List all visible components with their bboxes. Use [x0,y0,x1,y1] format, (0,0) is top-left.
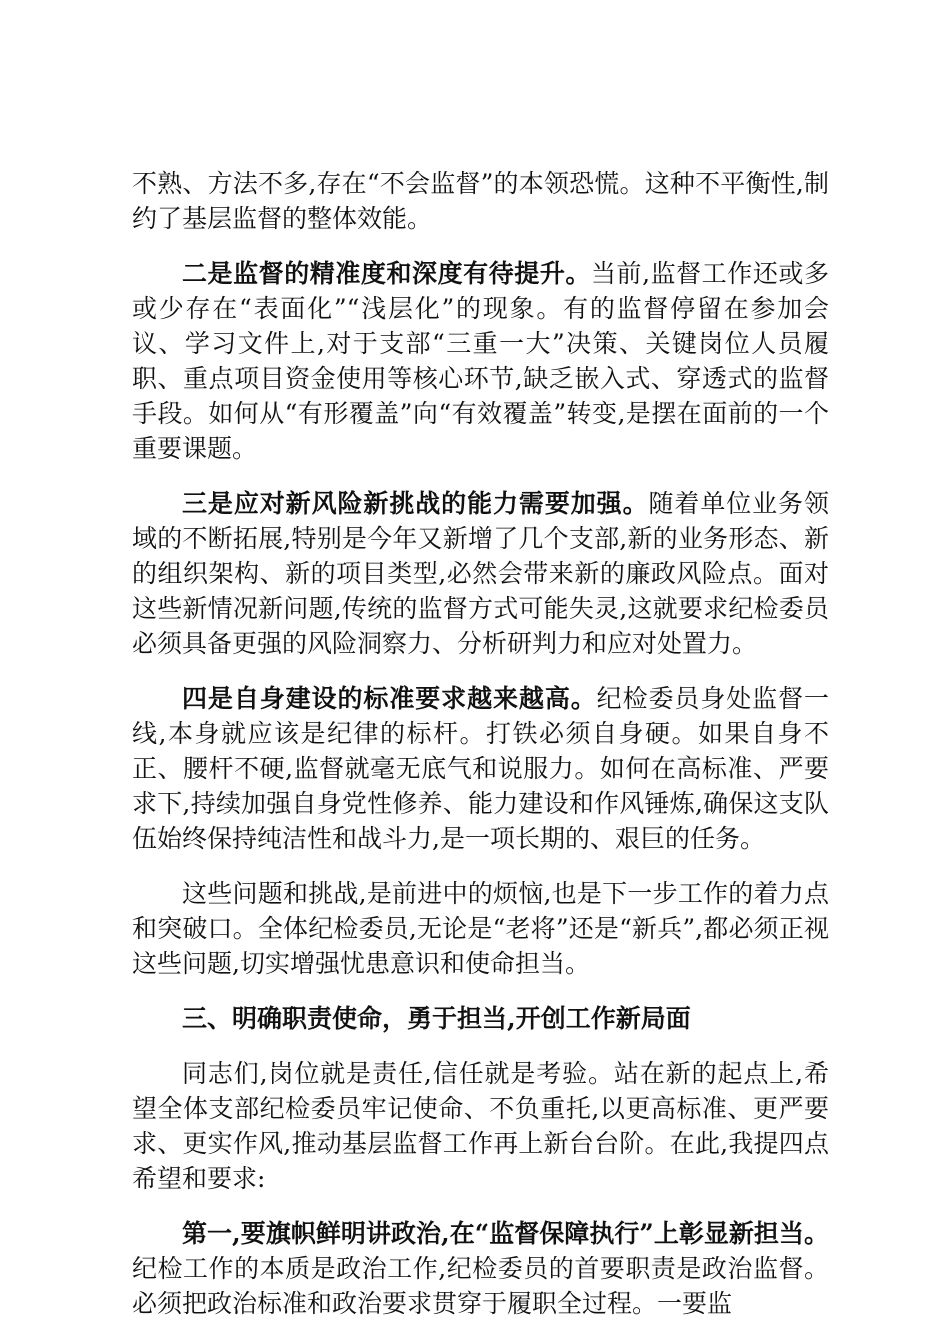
paragraph-text: 不熟、方法不多,存在“不会监督”的本领恐慌。这种不平衡性,制约了基层监督的整体效能。 [132,169,829,233]
paragraph-text: 随着单位业务领域的不断拓展,特别是今年又新增了几个支部,新的业务形态、新的组织架构、新的项目类型,必然会带来新的廉政风险点。面对这些新情况新问题,传统的监督方式可能失灵,这就要求纪检委员必须具备更强的风险洞察力、分析研判力和应对处置力。 [132,489,829,658]
paragraph-text: 纪检工作的本质是政治工作,纪检委员的首要职责是政治监督。必须把政治标准和政治要求贯穿于履职全过程。一要监 [132,1254,829,1318]
paragraph-text: 这些问题和挑战,是前进中的烦恼,也是下一步工作的着力点和突破口。全体纪检委员,无论是“老将”还是“新兵”,都必须正视这些问题,切实增强忧患意识和使命担当。 [132,879,829,978]
paragraph-intro [132,1056,829,1196]
paragraph-text: 纪检委员身处监督一线,本身就应该是纪律的标杆。打铁必须自身硬。如果自身不正、腰杆不硬,监督就毫无底气和说服力。如何在高标准、严要求下,持续加强自身党性修养、能力建设和作风锤炼,确保这支队伍始终保持纯洁性和战斗力,是一项长期的、艰巨的任务。 [132,684,829,853]
paragraph-lead-bold: 第一,要旗帜鲜明讲政治,在“监督保障执行”上彰显新担当。 [182,1219,829,1248]
section-heading: 三、明确职责使命，勇于担当,开创工作新局面 [182,1004,691,1033]
paragraph-point-four [132,681,829,856]
paragraph-point-two [132,256,829,466]
paragraph-lead-bold: 三是应对新风险新挑战的能力需要加强。 [182,489,649,518]
paragraph-lead-bold: 二是监督的精准度和深度有待提升。 [182,259,591,288]
paragraph-continuation [132,166,829,236]
paragraph-lead-bold: 四是自身建设的标准要求越来越高。 [182,684,597,713]
paragraph-summary [132,876,829,981]
paragraph-text: 当前,监督工作还或多或少存在“表面化”“浅层化”的现象。有的监督停留在参加会议、学习文件上,对于支部“三重一大”决策、关键岗位人员履职、重点项目资金使用等核心环节,缺乏嵌入式、穿透式的监督手段。如何从“有形覆盖”向“有效覆盖”转变,是摆在面前的一个重要课题。 [132,259,829,463]
paragraph-text: 同志们,岗位就是责任,信任就是考验。站在新的起点上,希望全体支部纪检委员牢记使命、不负重托,以更高标准、更严要求、更实作风,推动基层监督工作再上新台台阶。在此,我提四点希望和要求: [132,1059,829,1193]
paragraph-requirement-one [132,1216,829,1321]
document-body [132,166,829,1341]
paragraph-point-three [132,486,829,661]
